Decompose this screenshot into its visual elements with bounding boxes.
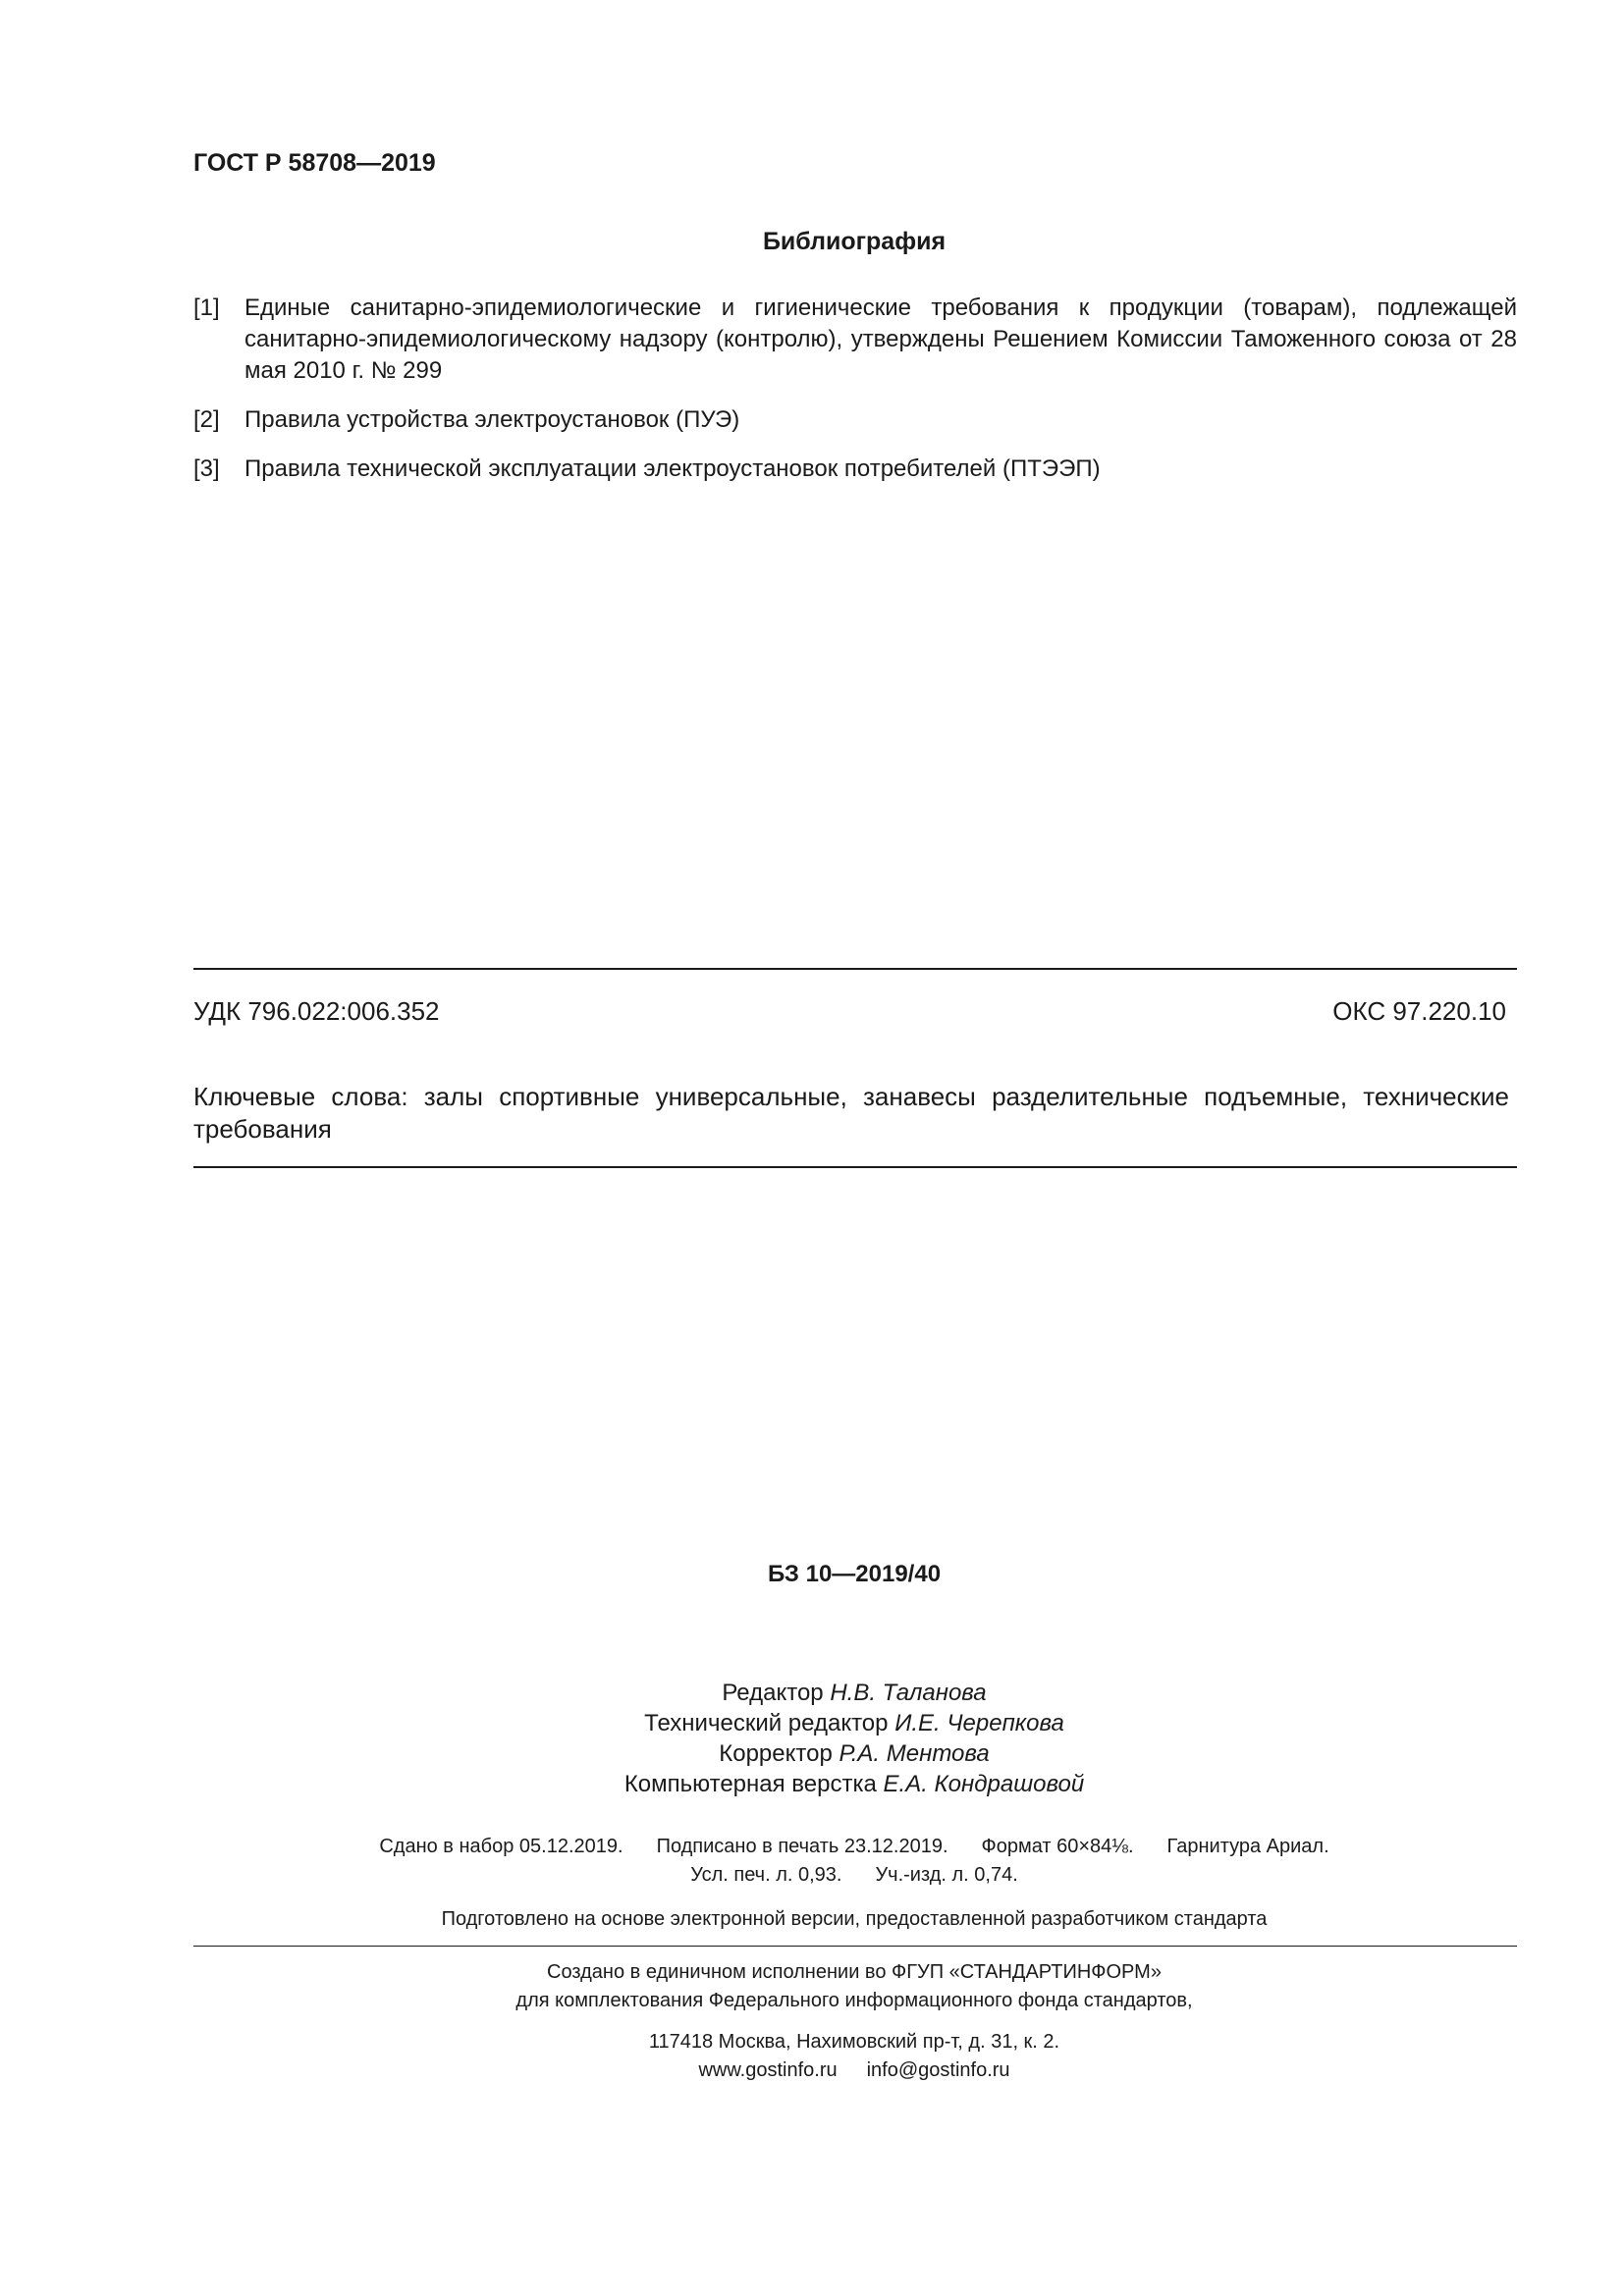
credit-name: И.Е. Черепкова — [894, 1710, 1064, 1736]
credits — [0, 1678, 1624, 1799]
publisher-line-2: для комплектования Федерального информационного фонда стандартов, — [515, 1990, 1193, 2011]
bibliography-item-number: [2] — [193, 406, 220, 433]
print-info — [0, 1833, 1624, 1890]
publisher-address: 117418 Москва, Нахимовский пр-т, д. 31, к. 2. — [648, 2031, 1060, 2053]
credit-role: Корректор — [719, 1740, 833, 1767]
publisher-website-link[interactable]: www.gostinfo.ru — [698, 2059, 838, 2081]
bibliography-item-3 — [193, 454, 1517, 485]
credit-name: Р.А. Ментова — [839, 1740, 990, 1767]
divider-publisher — [193, 1946, 1517, 1947]
publisher-web-line — [0, 2056, 1624, 2085]
divider-top — [193, 968, 1517, 970]
bibliography-item-text: Правила технической эксплуатации электроустановок потребителей (ПТЭЭП) — [244, 455, 1101, 482]
publisher-line-1: Создано в единичном исполнении во ФГУП «СТАНДАРТИНФОРМ» — [547, 1961, 1162, 1983]
publisher-email-link[interactable]: info@gostinfo.ru — [866, 2059, 1010, 2081]
print-info-line-1 — [0, 1833, 1624, 1861]
bibliography-title: Библиография — [762, 228, 947, 255]
print-info-line-2 — [0, 1861, 1624, 1890]
publisher — [0, 1958, 1624, 2015]
keywords: Ключевые слова: залы спортивные универсальные, занавесы разделительные подъемные, технические требования — [193, 1082, 1509, 1144]
credit-role: Компьютерная верстка — [623, 1771, 877, 1797]
print-signed: Подписано в печать 23.12.2019. — [656, 1836, 948, 1857]
bibliography-list — [193, 293, 1517, 503]
bibliography-item-number: [1] — [193, 294, 220, 321]
document-code: ГОСТ Р 58708—2019 — [193, 149, 436, 177]
bibliography-item-text: Правила устройства электроустановок (ПУЭ) — [244, 406, 740, 433]
credit-name: Е.А. Кондрашовой — [883, 1771, 1085, 1797]
bibliography-item-1 — [193, 293, 1517, 387]
oks-code: ОКС 97.220.10 — [1332, 996, 1506, 1026]
bz-code: БЗ 10—2019/40 — [767, 1561, 942, 1587]
credit-editor — [0, 1678, 1624, 1708]
print-format: Формат 60×84⅛. — [981, 1836, 1134, 1857]
publisher-contacts — [0, 2028, 1624, 2085]
bibliography-item-number: [3] — [193, 455, 220, 482]
credit-tech-editor — [0, 1708, 1624, 1738]
print-typeface: Гарнитура Ариал. — [1166, 1836, 1329, 1857]
credit-role: Редактор — [722, 1680, 824, 1706]
bibliography-item-2 — [193, 404, 1517, 436]
credit-name: Н.В. Таланова — [830, 1680, 987, 1706]
credit-corrector — [0, 1738, 1624, 1769]
bibliography-item-text: Единые санитарно-эпидемиологические и гигиенические требования к продукции (товарам), подлежащей санитарно-эпидемиологическому надзору (контролю), утверждены Решением Комиссии Таможенного союза от 28 мая 2010 г. № 299 — [244, 294, 1517, 384]
prepared-note: Подготовлено на основе электронной версии, предоставленной разработчиком стандарта — [441, 1908, 1268, 1930]
credit-role: Технический редактор — [644, 1710, 889, 1736]
divider-keywords — [193, 1166, 1517, 1168]
print-submitted: Сдано в набор 05.12.2019. — [379, 1836, 623, 1857]
credit-layout — [0, 1769, 1624, 1799]
print-sheets: Усл. печ. л. 0,93. — [690, 1864, 842, 1886]
udk-code: УДК 796.022:006.352 — [193, 996, 440, 1026]
print-edition-sheets: Уч.-изд. л. 0,74. — [875, 1864, 1018, 1886]
